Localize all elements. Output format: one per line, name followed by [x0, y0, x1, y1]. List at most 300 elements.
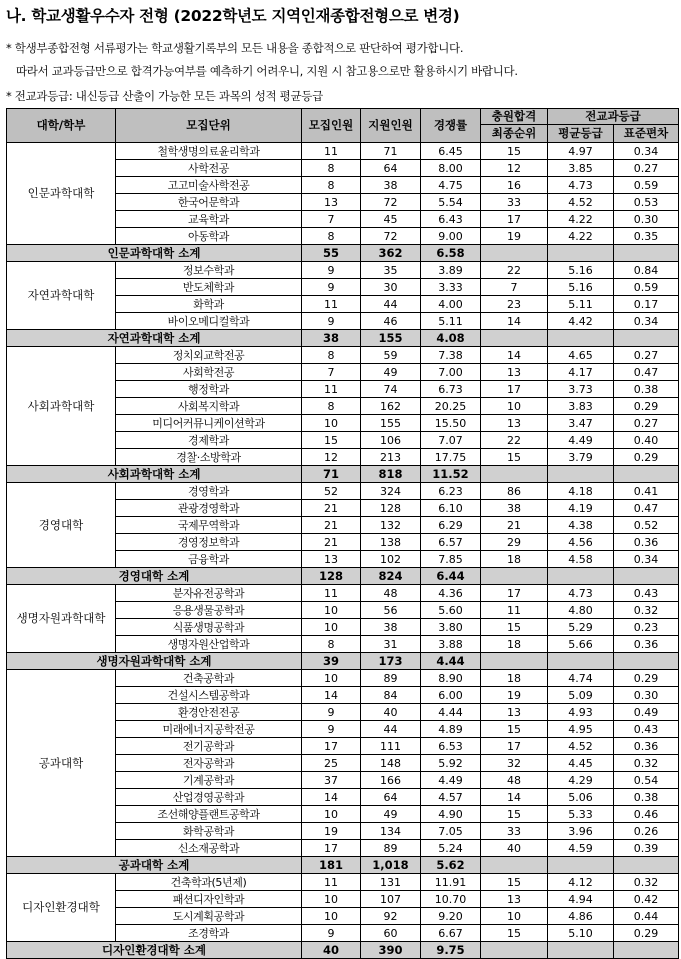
dept-cell: 철학생명의료윤리학과	[116, 143, 302, 160]
quota-cell: 9	[302, 721, 361, 738]
std-dev-cell: 0.47	[614, 364, 679, 381]
applicants-cell: 38	[361, 177, 421, 194]
applicants-cell: 59	[361, 347, 421, 364]
subtotal-row	[7, 857, 679, 874]
std-dev-cell: 0.29	[614, 925, 679, 942]
applicants-cell: 102	[361, 551, 421, 568]
subtotal-empty-cell	[614, 857, 679, 874]
dept-cell: 분자유전공학과	[116, 585, 302, 602]
header-applicants: 지원인원	[361, 109, 421, 143]
ratio-cell: 17.75	[421, 449, 481, 466]
dept-cell: 고고미술사학전공	[116, 177, 302, 194]
avg-grade-cell: 4.29	[548, 772, 614, 789]
final-rank-cell: 33	[481, 194, 548, 211]
ratio-cell: 5.54	[421, 194, 481, 211]
dept-cell: 건축공학과	[116, 670, 302, 687]
ratio-cell: 6.43	[421, 211, 481, 228]
ratio-cell: 4.57	[421, 789, 481, 806]
dept-cell: 정보수학과	[116, 262, 302, 279]
subtotal-applicants: 1,018	[361, 857, 421, 874]
header-unit: 모집단위	[116, 109, 302, 143]
dept-cell: 전자공학과	[116, 755, 302, 772]
ratio-cell: 6.73	[421, 381, 481, 398]
subtotal-ratio: 4.08	[421, 330, 481, 347]
avg-grade-cell: 5.10	[548, 925, 614, 942]
quota-cell: 9	[302, 279, 361, 296]
std-dev-cell: 0.26	[614, 823, 679, 840]
final-rank-cell: 22	[481, 432, 548, 449]
applicants-cell: 35	[361, 262, 421, 279]
ratio-cell: 8.90	[421, 670, 481, 687]
std-dev-cell: 0.44	[614, 908, 679, 925]
subtotal-empty-cell	[481, 653, 548, 670]
college-cell: 사회과학대학	[7, 347, 116, 466]
ratio-cell: 7.85	[421, 551, 481, 568]
applicants-cell: 111	[361, 738, 421, 755]
subtotal-applicants: 818	[361, 466, 421, 483]
subtotal-applicants: 824	[361, 568, 421, 585]
applicants-cell: 60	[361, 925, 421, 942]
quota-cell: 17	[302, 840, 361, 857]
final-rank-cell: 13	[481, 415, 548, 432]
note-3: * 전교과등급: 내신등급 산출이 가능한 모든 과목의 성적 평균등급	[6, 89, 323, 103]
avg-grade-cell: 4.52	[548, 194, 614, 211]
dept-cell: 경영학과	[116, 483, 302, 500]
note-1: * 학생부종합전형 서류평가는 학교생활기록부의 모든 내용을 종합적으로 판단하여 평가합니다.	[6, 41, 464, 55]
subtotal-ratio: 11.52	[421, 466, 481, 483]
applicants-cell: 72	[361, 228, 421, 245]
ratio-cell: 7.00	[421, 364, 481, 381]
dept-cell: 신소재공학과	[116, 840, 302, 857]
subtotal-label: 경영대학 소계	[7, 568, 302, 585]
std-dev-cell: 0.32	[614, 602, 679, 619]
subtotal-ratio: 4.44	[421, 653, 481, 670]
subtotal-quota: 39	[302, 653, 361, 670]
final-rank-cell: 16	[481, 177, 548, 194]
quota-cell: 8	[302, 636, 361, 653]
final-rank-cell: 15	[481, 925, 548, 942]
subtotal-row	[7, 466, 679, 483]
applicants-cell: 72	[361, 194, 421, 211]
ratio-cell: 4.36	[421, 585, 481, 602]
final-rank-cell: 13	[481, 891, 548, 908]
subtotal-ratio: 5.62	[421, 857, 481, 874]
final-rank-cell: 19	[481, 228, 548, 245]
quota-cell: 11	[302, 143, 361, 160]
ratio-cell: 5.24	[421, 840, 481, 857]
header-grade-group: 전교과등급	[548, 109, 679, 125]
applicants-cell: 84	[361, 687, 421, 704]
ratio-cell: 3.33	[421, 279, 481, 296]
ratio-cell: 3.80	[421, 619, 481, 636]
subtotal-empty-cell	[481, 942, 548, 959]
table-row	[7, 585, 679, 602]
ratio-cell: 4.49	[421, 772, 481, 789]
dept-cell: 사학전공	[116, 160, 302, 177]
table-row	[7, 347, 679, 364]
subtotal-empty-cell	[481, 466, 548, 483]
std-dev-cell: 0.32	[614, 874, 679, 891]
dept-cell: 정치외교학전공	[116, 347, 302, 364]
ratio-cell: 7.07	[421, 432, 481, 449]
final-rank-cell: 13	[481, 364, 548, 381]
quota-cell: 7	[302, 211, 361, 228]
final-rank-cell: 15	[481, 874, 548, 891]
ratio-cell: 4.89	[421, 721, 481, 738]
std-dev-cell: 0.27	[614, 160, 679, 177]
std-dev-cell: 0.42	[614, 891, 679, 908]
table-row	[7, 874, 679, 891]
note-2: 따라서 교과등급만으로 합격가능여부를 예측하기 어려우니, 지원 시 참고용으로만 활용하시기 바랍니다.	[16, 64, 518, 78]
final-rank-cell: 14	[481, 313, 548, 330]
dept-cell: 패션디자인학과	[116, 891, 302, 908]
avg-grade-cell: 4.80	[548, 602, 614, 619]
avg-grade-cell: 4.17	[548, 364, 614, 381]
avg-grade-cell: 4.73	[548, 177, 614, 194]
header-avg-grade: 평균등급	[548, 125, 614, 143]
std-dev-cell: 0.38	[614, 789, 679, 806]
subtotal-empty-cell	[548, 942, 614, 959]
header-final-rank-line2: 최종순위	[481, 125, 548, 143]
applicants-cell: 148	[361, 755, 421, 772]
std-dev-cell: 0.17	[614, 296, 679, 313]
quota-cell: 8	[302, 398, 361, 415]
dept-cell: 반도체학과	[116, 279, 302, 296]
subtotal-row	[7, 568, 679, 585]
final-rank-cell: 19	[481, 687, 548, 704]
avg-grade-cell: 5.16	[548, 279, 614, 296]
quota-cell: 10	[302, 806, 361, 823]
std-dev-cell: 0.84	[614, 262, 679, 279]
subtotal-quota: 181	[302, 857, 361, 874]
quota-cell: 52	[302, 483, 361, 500]
subtotal-empty-cell	[614, 653, 679, 670]
ratio-cell: 5.60	[421, 602, 481, 619]
quota-cell: 19	[302, 823, 361, 840]
avg-grade-cell: 4.97	[548, 143, 614, 160]
college-cell: 공과대학	[7, 670, 116, 857]
final-rank-cell: 17	[481, 211, 548, 228]
quota-cell: 8	[302, 228, 361, 245]
quota-cell: 11	[302, 874, 361, 891]
avg-grade-cell: 3.83	[548, 398, 614, 415]
final-rank-cell: 18	[481, 551, 548, 568]
avg-grade-cell: 4.95	[548, 721, 614, 738]
applicants-cell: 49	[361, 806, 421, 823]
dept-cell: 전기공학과	[116, 738, 302, 755]
dept-cell: 식품생명공학과	[116, 619, 302, 636]
subtotal-label: 공과대학 소계	[7, 857, 302, 874]
final-rank-cell: 17	[481, 381, 548, 398]
ratio-cell: 4.00	[421, 296, 481, 313]
quota-cell: 9	[302, 925, 361, 942]
dept-cell: 건설시스템공학과	[116, 687, 302, 704]
dept-cell: 경영정보학과	[116, 534, 302, 551]
ratio-cell: 20.25	[421, 398, 481, 415]
avg-grade-cell: 4.94	[548, 891, 614, 908]
subtotal-ratio: 6.58	[421, 245, 481, 262]
std-dev-cell: 0.29	[614, 398, 679, 415]
applicants-cell: 89	[361, 840, 421, 857]
subtotal-label: 사회과학대학 소계	[7, 466, 302, 483]
subtotal-empty-cell	[481, 330, 548, 347]
ratio-cell: 6.10	[421, 500, 481, 517]
avg-grade-cell: 4.74	[548, 670, 614, 687]
applicants-cell: 71	[361, 143, 421, 160]
college-cell: 인문과학대학	[7, 143, 116, 245]
applicants-cell: 64	[361, 789, 421, 806]
std-dev-cell: 0.47	[614, 500, 679, 517]
applicants-cell: 324	[361, 483, 421, 500]
avg-grade-cell: 4.93	[548, 704, 614, 721]
final-rank-cell: 29	[481, 534, 548, 551]
avg-grade-cell: 5.09	[548, 687, 614, 704]
ratio-cell: 6.53	[421, 738, 481, 755]
quota-cell: 10	[302, 619, 361, 636]
avg-grade-cell: 5.29	[548, 619, 614, 636]
final-rank-cell: 10	[481, 398, 548, 415]
subtotal-empty-cell	[614, 942, 679, 959]
applicants-cell: 48	[361, 585, 421, 602]
dept-cell: 사회복지학과	[116, 398, 302, 415]
quota-cell: 9	[302, 262, 361, 279]
header-college: 대학/학부	[7, 109, 116, 143]
college-cell: 경영대학	[7, 483, 116, 568]
final-rank-cell: 15	[481, 143, 548, 160]
avg-grade-cell: 4.45	[548, 755, 614, 772]
avg-grade-cell: 4.86	[548, 908, 614, 925]
avg-grade-cell: 4.52	[548, 738, 614, 755]
avg-grade-cell: 4.42	[548, 313, 614, 330]
std-dev-cell: 0.41	[614, 483, 679, 500]
dept-cell: 아동학과	[116, 228, 302, 245]
subtotal-empty-cell	[548, 857, 614, 874]
applicants-cell: 131	[361, 874, 421, 891]
ratio-cell: 6.29	[421, 517, 481, 534]
std-dev-cell: 0.27	[614, 347, 679, 364]
quota-cell: 9	[302, 704, 361, 721]
applicants-cell: 46	[361, 313, 421, 330]
quota-cell: 15	[302, 432, 361, 449]
page-title: 나. 학교생활우수자 전형 (2022학년도 지역인재종합전형으로 변경)	[6, 7, 460, 25]
avg-grade-cell: 4.58	[548, 551, 614, 568]
dept-cell: 교육학과	[116, 211, 302, 228]
subtotal-label: 생명자원과학대학 소계	[7, 653, 302, 670]
quota-cell: 11	[302, 585, 361, 602]
std-dev-cell: 0.59	[614, 177, 679, 194]
final-rank-cell: 38	[481, 500, 548, 517]
quota-cell: 10	[302, 415, 361, 432]
college-cell: 생명자원과학대학	[7, 585, 116, 653]
dept-cell: 조경학과	[116, 925, 302, 942]
header-quota: 모집인원	[302, 109, 361, 143]
ratio-cell: 10.70	[421, 891, 481, 908]
header-final-rank-line1: 충원합격	[481, 109, 548, 125]
subtotal-empty-cell	[548, 653, 614, 670]
subtotal-ratio: 9.75	[421, 942, 481, 959]
std-dev-cell: 0.32	[614, 755, 679, 772]
avg-grade-cell: 4.18	[548, 483, 614, 500]
applicants-cell: 40	[361, 704, 421, 721]
std-dev-cell: 0.29	[614, 449, 679, 466]
std-dev-cell: 0.34	[614, 143, 679, 160]
applicants-cell: 128	[361, 500, 421, 517]
admission-results-table	[6, 108, 679, 959]
std-dev-cell: 0.30	[614, 687, 679, 704]
final-rank-cell: 10	[481, 908, 548, 925]
avg-grade-cell: 4.65	[548, 347, 614, 364]
dept-cell: 환경안전전공	[116, 704, 302, 721]
avg-grade-cell: 4.73	[548, 585, 614, 602]
std-dev-cell: 0.36	[614, 534, 679, 551]
std-dev-cell: 0.38	[614, 381, 679, 398]
ratio-cell: 3.89	[421, 262, 481, 279]
subtotal-empty-cell	[548, 330, 614, 347]
final-rank-cell: 86	[481, 483, 548, 500]
std-dev-cell: 0.23	[614, 619, 679, 636]
std-dev-cell: 0.34	[614, 551, 679, 568]
quota-cell: 14	[302, 789, 361, 806]
ratio-cell: 8.00	[421, 160, 481, 177]
std-dev-cell: 0.43	[614, 585, 679, 602]
std-dev-cell: 0.40	[614, 432, 679, 449]
dept-cell: 국제무역학과	[116, 517, 302, 534]
avg-grade-cell: 4.22	[548, 228, 614, 245]
subtotal-quota: 128	[302, 568, 361, 585]
final-rank-cell: 7	[481, 279, 548, 296]
final-rank-cell: 12	[481, 160, 548, 177]
avg-grade-cell: 4.59	[548, 840, 614, 857]
applicants-cell: 64	[361, 160, 421, 177]
final-rank-cell: 21	[481, 517, 548, 534]
applicants-cell: 138	[361, 534, 421, 551]
ratio-cell: 6.67	[421, 925, 481, 942]
avg-grade-cell: 5.16	[548, 262, 614, 279]
avg-grade-cell: 4.49	[548, 432, 614, 449]
quota-cell: 8	[302, 177, 361, 194]
applicants-cell: 213	[361, 449, 421, 466]
avg-grade-cell: 5.11	[548, 296, 614, 313]
ratio-cell: 6.00	[421, 687, 481, 704]
applicants-cell: 31	[361, 636, 421, 653]
final-rank-cell: 33	[481, 823, 548, 840]
table-row	[7, 143, 679, 160]
applicants-cell: 107	[361, 891, 421, 908]
college-cell: 자연과학대학	[7, 262, 116, 330]
subtotal-row	[7, 245, 679, 262]
ratio-cell: 11.91	[421, 874, 481, 891]
avg-grade-cell: 3.73	[548, 381, 614, 398]
ratio-cell: 9.20	[421, 908, 481, 925]
dept-cell: 응용생물공학과	[116, 602, 302, 619]
applicants-cell: 74	[361, 381, 421, 398]
ratio-cell: 6.57	[421, 534, 481, 551]
header-ratio: 경쟁률	[421, 109, 481, 143]
subtotal-row	[7, 330, 679, 347]
dept-cell: 도시계획공학과	[116, 908, 302, 925]
quota-cell: 17	[302, 738, 361, 755]
dept-cell: 금융학과	[116, 551, 302, 568]
quota-cell: 10	[302, 908, 361, 925]
avg-grade-cell: 3.85	[548, 160, 614, 177]
applicants-cell: 56	[361, 602, 421, 619]
avg-grade-cell: 4.56	[548, 534, 614, 551]
subtotal-quota: 55	[302, 245, 361, 262]
college-cell: 디자인환경대학	[7, 874, 116, 942]
quota-cell: 10	[302, 891, 361, 908]
std-dev-cell: 0.59	[614, 279, 679, 296]
avg-grade-cell: 3.96	[548, 823, 614, 840]
applicants-cell: 30	[361, 279, 421, 296]
avg-grade-cell: 3.47	[548, 415, 614, 432]
table-row	[7, 483, 679, 500]
std-dev-cell: 0.46	[614, 806, 679, 823]
applicants-cell: 89	[361, 670, 421, 687]
quota-cell: 9	[302, 313, 361, 330]
quota-cell: 11	[302, 296, 361, 313]
avg-grade-cell: 5.06	[548, 789, 614, 806]
final-rank-cell: 17	[481, 585, 548, 602]
final-rank-cell: 14	[481, 789, 548, 806]
subtotal-applicants: 155	[361, 330, 421, 347]
ratio-cell: 5.11	[421, 313, 481, 330]
applicants-cell: 166	[361, 772, 421, 789]
final-rank-cell: 15	[481, 619, 548, 636]
dept-cell: 한국어문학과	[116, 194, 302, 211]
ratio-cell: 3.88	[421, 636, 481, 653]
quota-cell: 8	[302, 347, 361, 364]
applicants-cell: 49	[361, 364, 421, 381]
applicants-cell: 132	[361, 517, 421, 534]
applicants-cell: 45	[361, 211, 421, 228]
ratio-cell: 5.92	[421, 755, 481, 772]
quota-cell: 10	[302, 670, 361, 687]
dept-cell: 조선해양플랜트공학과	[116, 806, 302, 823]
subtotal-applicants: 390	[361, 942, 421, 959]
std-dev-cell: 0.35	[614, 228, 679, 245]
dept-cell: 관광경영학과	[116, 500, 302, 517]
avg-grade-cell: 4.19	[548, 500, 614, 517]
header-std-dev: 표준편차	[614, 125, 679, 143]
dept-cell: 화학과	[116, 296, 302, 313]
std-dev-cell: 0.36	[614, 738, 679, 755]
subtotal-empty-cell	[481, 245, 548, 262]
final-rank-cell: 17	[481, 738, 548, 755]
subtotal-empty-cell	[548, 466, 614, 483]
quota-cell: 7	[302, 364, 361, 381]
ratio-cell: 15.50	[421, 415, 481, 432]
applicants-cell: 155	[361, 415, 421, 432]
dept-cell: 건축학과(5년제)	[116, 874, 302, 891]
subtotal-empty-cell	[481, 857, 548, 874]
final-rank-cell: 32	[481, 755, 548, 772]
avg-grade-cell: 3.79	[548, 449, 614, 466]
std-dev-cell: 0.53	[614, 194, 679, 211]
ratio-cell: 6.45	[421, 143, 481, 160]
ratio-cell: 9.00	[421, 228, 481, 245]
subtotal-row	[7, 653, 679, 670]
table-body	[7, 143, 679, 959]
subtotal-empty-cell	[481, 568, 548, 585]
std-dev-cell: 0.54	[614, 772, 679, 789]
final-rank-cell: 11	[481, 602, 548, 619]
avg-grade-cell: 4.22	[548, 211, 614, 228]
applicants-cell: 44	[361, 296, 421, 313]
dept-cell: 경찰·소방학과	[116, 449, 302, 466]
std-dev-cell: 0.49	[614, 704, 679, 721]
quota-cell: 37	[302, 772, 361, 789]
final-rank-cell: 18	[481, 636, 548, 653]
